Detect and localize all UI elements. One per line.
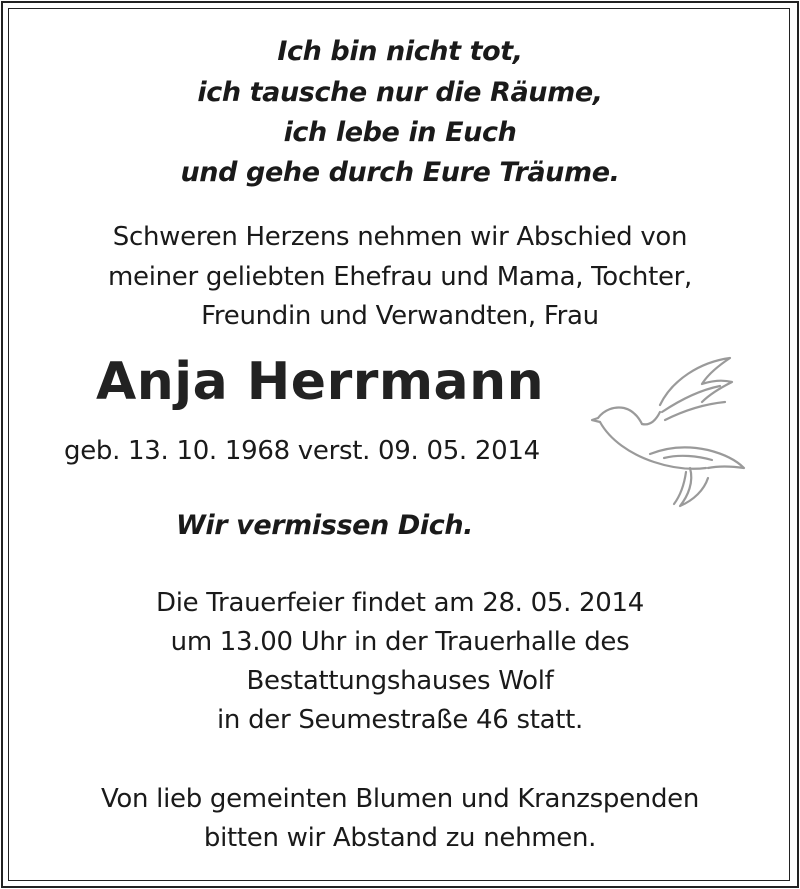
deceased-name: Anja Herrmann (96, 352, 545, 412)
intro-line-2: meiner geliebten Ehefrau und Mama, Tochter, (107, 262, 693, 292)
dove-icon (590, 350, 750, 520)
service-line-2: um 13.00 Uhr in der Trauerhalle des (170, 627, 630, 657)
intro-line-3: Freundin und Verwandten, Frau (201, 301, 599, 331)
intro-line-1: Schweren Herzens nehmen wir Abschied von (112, 222, 688, 252)
miss-line: Wir vermissen Dich. (176, 510, 473, 541)
closing-line-1: Von lieb gemeinten Blumen und Kranzspenden (100, 784, 700, 814)
poem-line-2: ich tausche nur die Räume, (197, 77, 603, 108)
service-line-3: Bestattungshauses Wolf (246, 666, 554, 696)
poem-line-4: und gehe durch Eure Träume. (180, 157, 620, 188)
closing-line-2: bitten wir Abstand zu nehmen. (203, 823, 597, 853)
poem-line-3: ich lebe in Euch (283, 117, 517, 148)
life-dates: geb. 13. 10. 1968 verst. 09. 05. 2014 (64, 436, 540, 466)
service-line-1: Die Trauerfeier findet am 28. 05. 2014 (155, 588, 644, 618)
poem-line-1: Ich bin nicht tot, (277, 36, 523, 67)
service-line-4: in der Seumestraße 46 statt. (217, 705, 583, 735)
